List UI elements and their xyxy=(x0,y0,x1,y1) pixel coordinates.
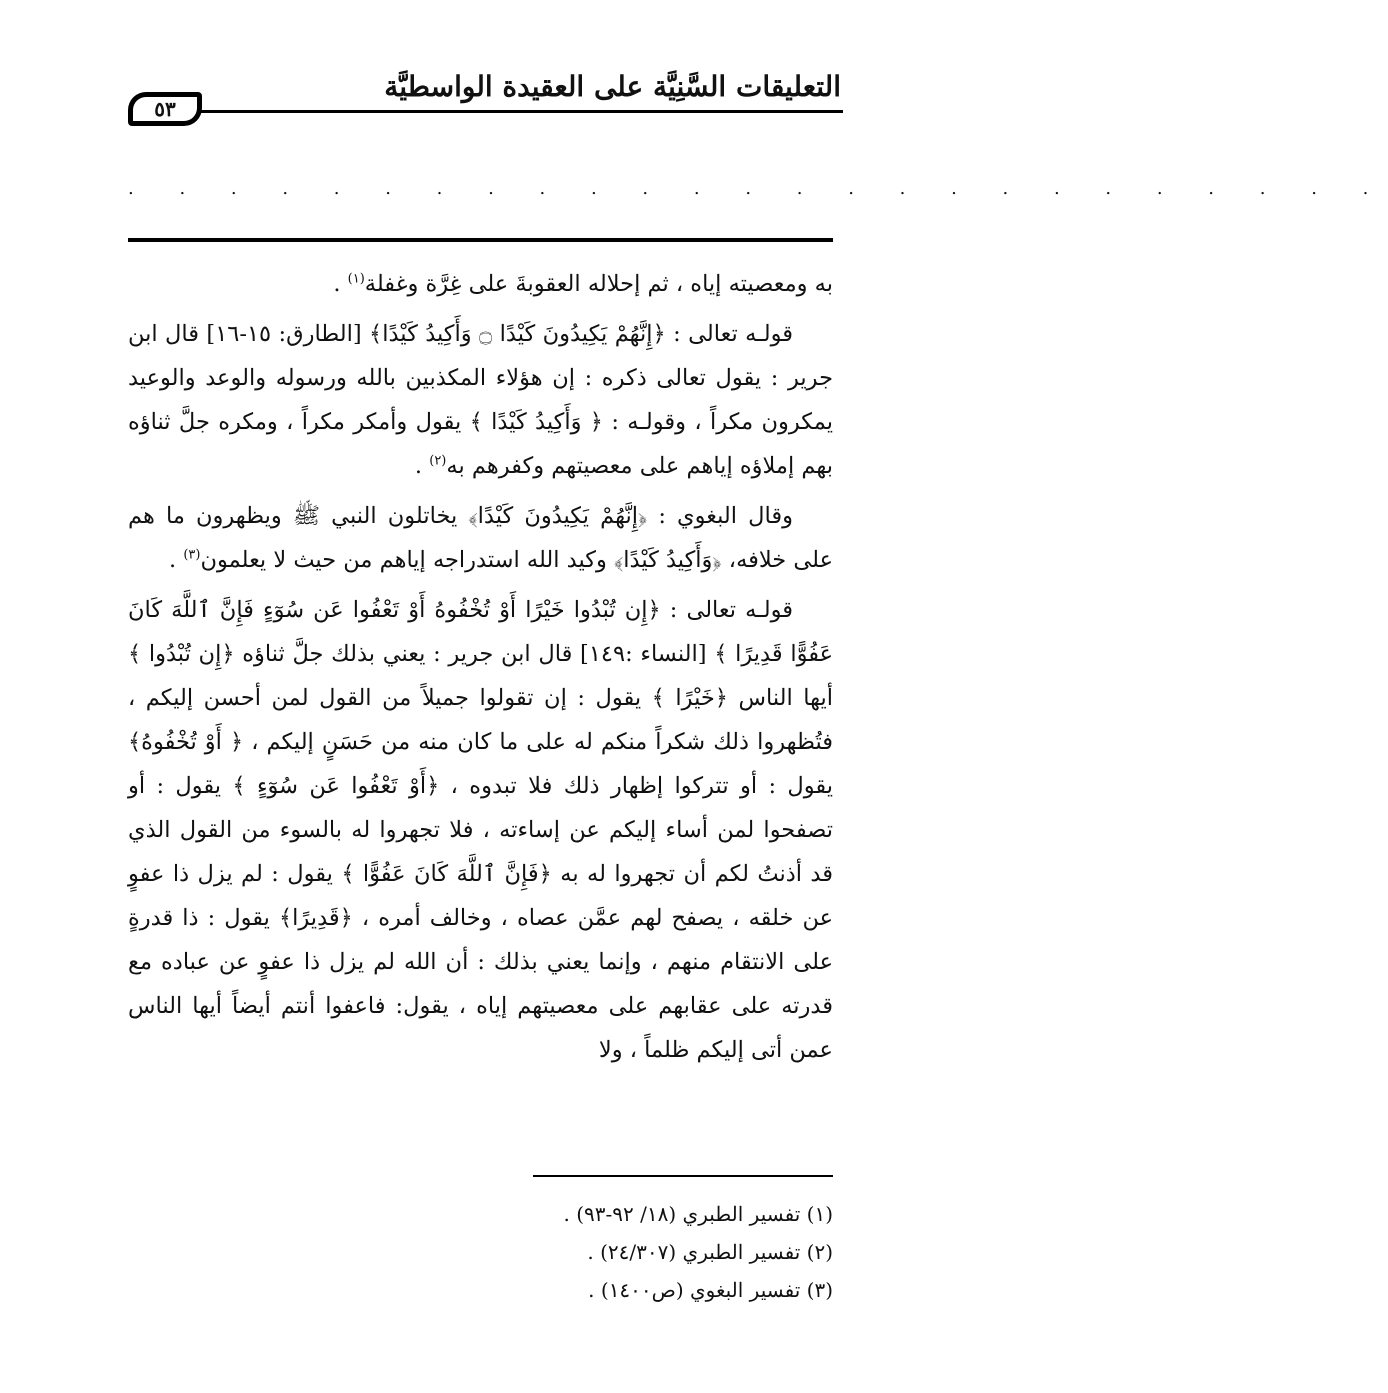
paragraph-3 xyxy=(128,494,833,582)
footnote-ref: (٣) xyxy=(183,547,201,563)
running-header-title: التعليقات السَّنِيَّة على العقيدة الواسطيَّة xyxy=(384,70,841,103)
footnote-1: (١) تفسير الطبري (١٨/ ٩٢-٩٣) . xyxy=(563,1202,833,1226)
paragraph-text: وقال البغوي : ﴿إِنَّهُمْ يَكِيدُونَ كَيْدًا﴾ يخاتلون النبي ﷺ ويظهرون ما هم على خلافه، ﴿وَأَكِيدُ كَيْدًا﴾ وكيد الله استدراجه إياهم من حيث لا يعلمون xyxy=(128,503,833,573)
paragraph-4 xyxy=(128,588,833,1072)
footnote-rule xyxy=(533,1175,833,1177)
page-number: ٥٣ xyxy=(154,97,176,121)
paragraph-tail: . xyxy=(333,271,348,297)
footnotes xyxy=(300,1195,833,1309)
paragraph-tail: . xyxy=(414,453,430,479)
paragraph-tail: . xyxy=(169,547,184,573)
footnote-3: (٣) تفسير البغوي (ص١٤٠٠) . xyxy=(588,1278,833,1302)
paragraph-1 xyxy=(128,262,833,306)
header-rule xyxy=(200,110,843,113)
page-number-badge xyxy=(128,92,202,126)
footnote-2: (٢) تفسير الطبري (٢٤/٣٠٧) . xyxy=(587,1240,833,1264)
paragraph-2 xyxy=(128,312,833,488)
footnote-ref: (١) xyxy=(347,271,365,287)
paragraph-text: قولـه تعالى : ﴿إِنَّهُمْ يَكِيدُونَ كَيْدًا ۝ وَأَكِيدُ كَيْدًا﴾ [الطارق: ١٥-١٦] قال ابن جرير : يقول تعالى ذكره : إن هؤلاء المكذبين بالله ورسوله والوعد والوعيد يمكرون مكراً ، وقولـه : ﴿ وَأَكِيدُ كَيْدًا ﴾ يقول وأمكر مكراً ، ومكره جلَّ ثناؤه بهم إملاؤه إياهم على معصيتهم وكفرهم به xyxy=(128,321,833,479)
footnote-ref: (٢) xyxy=(429,453,447,469)
main-text xyxy=(128,262,833,1078)
paragraph-text: قولـه تعالى : ﴿إِن تُبْدُوا خَيْرًا أَوْ تُخْفُوهُ أَوْ تَعْفُوا عَن سُوٓءٍ فَإِنَّ ٱللَّهَ كَانَ عَفُوًّا قَدِيرًا ﴾ [النساء :١٤٩] قال ابن جرير : يعني بذلك جلَّ ثناؤه ﴿إِن تُبْدُوا ﴾ أيها الناس ﴿خَيْرًا ﴾ يقول : إن تقولوا جميلاً من القول لمن أحسن إليكم ، فتُظهروا ذلك شكراً منكم له على ما كان منه من حَسَنٍ إليكم ، ﴿ أَوْ تُخْفُوهُ﴾ يقول : أو تتركوا إظهار ذلك فلا تبدوه ، ﴿أَوْ تَعْفُوا عَن سُوٓءٍ ﴾ يقول : أو تصفحوا لمن أساء إليكم عن إساءته ، فلا تجهروا له بالسوء من القول الذي قد أذنتُ لكم أن تجهروا له به ﴿فَإِنَّ ٱللَّهَ كَانَ عَفُوًّا ﴾ يقول : لم يزل ذا عفوٍ عن خلقه ، يصفح لهم عمَّن عصاه ، وخالف أمره ، ﴿قَدِيرًا﴾ يقول : ذا قدرةٍ على الانتقام منهم ، وإنما يعني بذلك : أن الله لم يزل ذا عفوٍ عن عباده مع قدرته على عقابهم على معصيتهم إياه ، يقول: فاعفوا أنتم أيضاً أيها الناس عمن أتى إليكم ظلماً ، ولا xyxy=(128,597,834,1063)
ellipsis-dots: . . . . . . . . . . . . . . . . . . . . . . . . . xyxy=(128,178,1388,199)
paragraph-text: به ومعصيته إياه ، ثم إحلاله العقوبةَ على غِرَّة وغفلة xyxy=(364,271,833,297)
section-rule xyxy=(128,238,833,242)
